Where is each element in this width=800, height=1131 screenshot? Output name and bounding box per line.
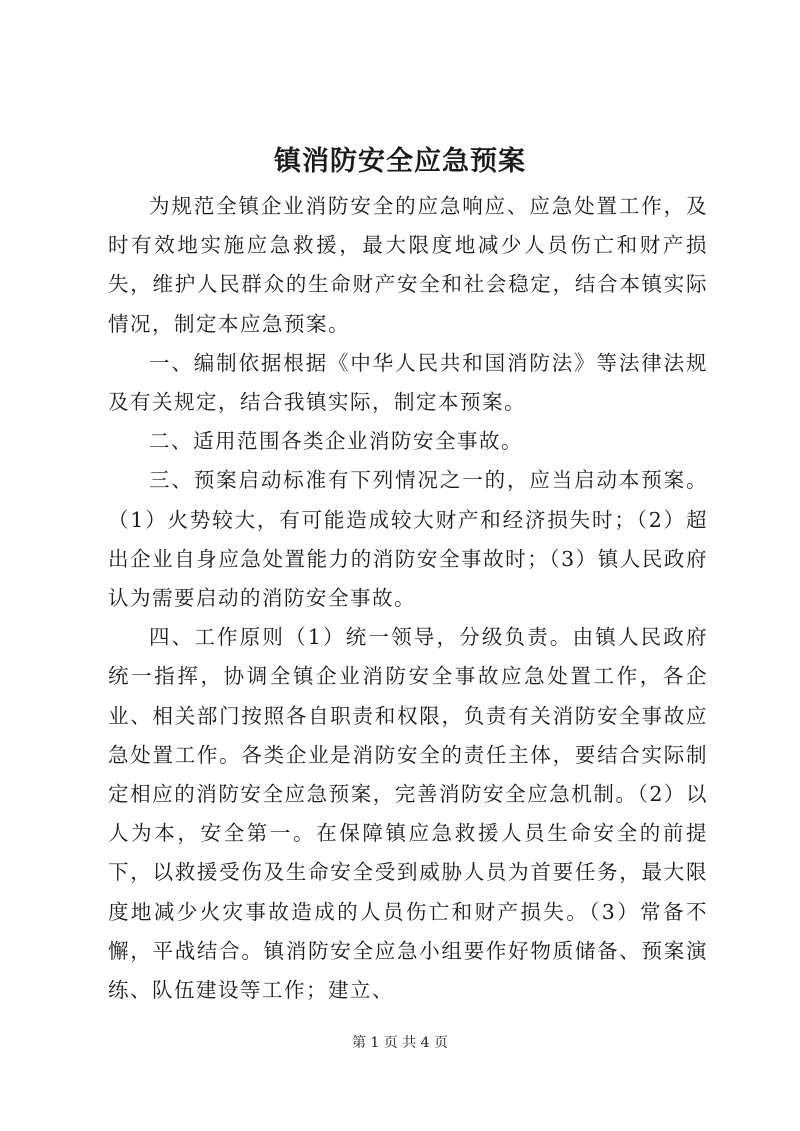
paragraph-section-1: 一、编制依据根据《中华人民共和国消防法》等法律法规及有关规定，结合我镇实际，制定本预案。 (108, 350, 708, 415)
paragraph-section-3: 三、预案启动标准有下列情况之一的，应当启动本预案。（1）火势较大，有可能造成较大财产和经济损失时；（2）超出企业自身应急处置能力的消防安全事故时；（3）镇人民政府认为需要启动的消防安全事故。 (108, 468, 708, 611)
paragraph-section-4: 四、工作原则（1）统一领导，分级负责。由镇人民政府统一指挥，协调全镇企业消防安全事故应急处置工作，各企业、相关部门按照各自职责和权限，负责有关消防安全事故应急处置工作。各类企业是消防安全的责任主体，要结合实际制定相应的消防安全应急预案，完善消防安全应急机制。（2）以人为本，安全第一。在保障镇应急救援人员生命安全的前提下，以救援受伤及生命安全受到威胁人员为首要任务，最大限度地减少火灾事故造成的人员伤亡和财产损失。（3）常备不懈，平战结合。镇消防安全应急小组要作好物质储备、预案演练、队伍建设等工作；建立、 (108, 625, 708, 1003)
paragraph-section-2: 二、适用范围各类企业消防安全事故。 (149, 429, 523, 454)
document-title: 镇消防安全应急预案 (274, 146, 526, 177)
page-number-footer: 第 1 页 共 4 页 (351, 1035, 449, 1051)
paragraph-intro: 为规范全镇企业消防安全的应急响应、应急处置工作，及时有效地实施应急救援，最大限度地减少人员伤亡和财产损失，维护人民群众的生命财产安全和社会稳定，结合本镇实际情况，制定本应急预案。 (108, 194, 708, 336)
document-body (108, 187, 708, 1010)
